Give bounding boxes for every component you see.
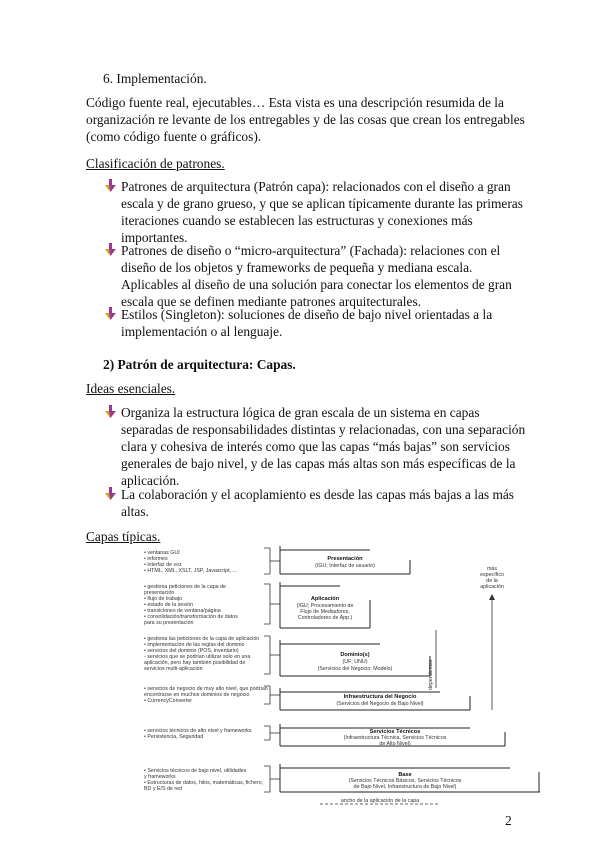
svg-text:(Servicios Técnicos Básicos, S: (Servicios Técnicos Básicos, Servicios Técnicos bbox=[348, 778, 462, 784]
svg-text:presentación: presentación bbox=[144, 590, 175, 596]
bullet-arrow-icon bbox=[103, 307, 117, 321]
note-presentacion bbox=[144, 550, 237, 574]
bullet-arrow-icon bbox=[103, 179, 117, 193]
list-item-line: Patrones de diseño o “micro-arquitectura” (Fachada): relaciones con el bbox=[121, 243, 501, 258]
list-item-line: La colaboración y el acoplamiento es desde las capas más bajas a las más bbox=[121, 487, 515, 502]
svg-text:• HTML, XML, XSLT, JSP, Javasc: • HTML, XML, XSLT, JSP, Javascript, ... bbox=[144, 568, 237, 574]
list-item-line: diseño de los objetos y frameworks de pequeña y mediana escala. bbox=[121, 260, 473, 275]
note-servicios-tecnicos bbox=[144, 728, 252, 740]
note-dominio bbox=[144, 636, 259, 672]
layer-base: Base bbox=[398, 772, 412, 778]
side-note-line: específico bbox=[480, 572, 504, 578]
note-base bbox=[144, 768, 263, 792]
layer-aplicacion: Aplicación bbox=[310, 596, 340, 602]
list-item-line: escala y de grano grueso, y que se aplican típicamente durante las primeras bbox=[121, 196, 523, 211]
svg-text:de Alto Nivel): de Alto Nivel) bbox=[379, 741, 411, 747]
svg-text:servicios multi-aplicación: servicios multi-aplicación bbox=[144, 666, 203, 672]
paragraph-line: (como código fuente o gráficos). bbox=[86, 129, 262, 144]
bottom-axis-label: ancho de la aplicación de la capa bbox=[340, 798, 420, 804]
svg-text:• implementación de las reglas: • implementación de las reglas del dominio bbox=[144, 642, 245, 648]
svg-text:BD y E/S de red: BD y E/S de red bbox=[144, 786, 182, 792]
list-item-line: Estilos (Singleton): soluciones de diseño de bajo nivel orientadas a la bbox=[121, 307, 493, 322]
layer-infraestructura-negocio: Infraestructura del Negocio bbox=[343, 694, 417, 700]
svg-text:• informes: • informes bbox=[144, 556, 168, 562]
svg-text:• servicios del dominio (POS,: • servicios del dominio (POS, inventario) bbox=[144, 648, 239, 654]
svg-text:de Bajo Nivel, Infraestructura: de Bajo Nivel, Infraestructura de Bajo Nivel) bbox=[353, 784, 457, 790]
list-item-line: Patrones de arquitectura (Patrón capa): relacionados con el diseño a gran bbox=[121, 179, 511, 194]
list-item-line: Aplicables al diseño de una solución para conectar los elementos de gran bbox=[121, 277, 512, 292]
svg-text:• servicios técnicos de alto n: • servicios técnicos de alto nivel y frameworks bbox=[144, 728, 252, 734]
list-item-line: importantes. bbox=[121, 230, 188, 245]
svg-text:(UF; UNU): (UF; UNU) bbox=[342, 659, 368, 665]
list-item-line: generales de bajo nivel, y de las capas más altas son más específicas de la bbox=[121, 456, 516, 471]
note-aplicacion bbox=[144, 584, 238, 626]
note-infraestructura bbox=[144, 686, 268, 704]
list-item-line: escala que se definen mediante patrones arquitecturales. bbox=[121, 294, 422, 309]
svg-text:(Servicios del Negocio de Bajo: (Servicios del Negocio de Bajo Nivel) bbox=[336, 701, 424, 707]
bullet-arrow-icon bbox=[103, 405, 117, 419]
layer-presentacion: Presentación bbox=[327, 556, 363, 562]
section-title-capas: 2) Patrón de arquitectura: Capas. bbox=[103, 357, 296, 372]
bullet-arrow-icon bbox=[103, 243, 117, 257]
svg-text:• Persistencia, Seguridad: • Persistencia, Seguridad bbox=[144, 734, 204, 740]
svg-text:para su presentación: para su presentación bbox=[144, 620, 194, 626]
paragraph-line: Código fuente real, ejecutables… Esta vista es una descripción resumida de la bbox=[86, 95, 504, 110]
svg-text:(Servicios del Negocio; Modelo: (Servicios del Negocio; Modelo) bbox=[317, 666, 393, 672]
section-title-capas-tipicas: Capas típicas. bbox=[86, 529, 161, 544]
svg-text:• estado de la sesión: • estado de la sesión bbox=[144, 602, 193, 608]
dependency-label: dependencia bbox=[428, 659, 434, 690]
svg-text:• consolidación/transformación: • consolidación/transformación de datos bbox=[144, 614, 238, 620]
list-item-line: altas. bbox=[121, 504, 149, 519]
section-title-ideas: Ideas esenciales. bbox=[86, 381, 176, 396]
list-item-line: iteraciones cuando se establecen las estructuras y conexiones más bbox=[121, 213, 473, 228]
svg-text:• servicios de negocio de muy: • servicios de negocio de muy alto nivel, que podrían bbox=[144, 686, 268, 692]
list-item-line: separadas de responsabilidades distintas y relacionadas, con una separación bbox=[121, 422, 526, 437]
list-item-line: Organiza la estructura lógica de gran escala de un sistema en capas bbox=[121, 405, 480, 420]
svg-text:• transiciones de ventana/pági: • transiciones de ventana/página bbox=[144, 608, 221, 614]
svg-text:(IGU; Interfaz de usuario): (IGU; Interfaz de usuario) bbox=[315, 563, 375, 569]
svg-text:Controladores de App.): Controladores de App.) bbox=[297, 615, 353, 621]
side-note-line: de la bbox=[486, 578, 498, 584]
bullet-arrow-icon bbox=[103, 487, 117, 501]
list-item-line: aplicación. bbox=[121, 473, 180, 488]
svg-text:(IGU; Procesamiento de: (IGU; Procesamiento de bbox=[296, 603, 354, 609]
side-note-line: aplicación bbox=[480, 584, 504, 590]
layer-servicios-tecnicos: Servicios Técnicos bbox=[369, 729, 421, 735]
svg-text:• Estructuras de datos, hilos,: • Estructuras de datos, hilos, matemáticas, fichero, bbox=[144, 780, 264, 786]
svg-text:• gestiona las peticiones de l: • gestiona las peticiones de la capa de aplicación bbox=[144, 636, 260, 642]
svg-text:(Infraestructura Técnica, Serv: (Infraestructura Técnica, Servicios Técnicos bbox=[343, 735, 447, 741]
svg-text:• CurrencyConverter: • CurrencyConverter bbox=[144, 698, 193, 704]
svg-text:encontrarse en muchos dominios: encontrarse en muchos dominios de negocio bbox=[144, 692, 250, 698]
svg-text:• ventanas GUI: • ventanas GUI bbox=[144, 550, 180, 556]
svg-text:• Servicios técnicos de bajo n: • Servicios técnicos de bajo nivel, utilidades bbox=[144, 768, 247, 774]
svg-text:• flujo de trabajo: • flujo de trabajo bbox=[144, 596, 183, 602]
page-number: 2 bbox=[505, 813, 512, 828]
svg-text:• interfaz de voz: • interfaz de voz bbox=[144, 562, 182, 568]
svg-text:y frameworks: y frameworks bbox=[144, 774, 176, 780]
svg-text:- servicios que se podrían uti: - servicios que se podrían utilizar solo en una bbox=[144, 654, 251, 660]
paragraph-line: organización re levante de los entregables y de las cosas que crean los entregables bbox=[86, 112, 525, 127]
side-note-line: más bbox=[486, 566, 498, 572]
list-item-line: clara y cohesiva de interés como que las capas “más bajas” son servicios bbox=[121, 439, 510, 454]
svg-text:• gestiona peticiones de la ca: • gestiona peticiones de la capa de bbox=[144, 584, 226, 590]
svg-text:Flujo de Mediadores,: Flujo de Mediadores, bbox=[300, 609, 350, 615]
layer-dominio: Dominio(s) bbox=[340, 652, 370, 658]
section-title-clasificacion: Clasificación de patrones. bbox=[86, 156, 225, 171]
layers-diagram bbox=[140, 540, 540, 830]
heading-implementacion: 6. Implementación. bbox=[103, 71, 207, 86]
list-item-line: implementación o al lenguaje. bbox=[121, 324, 283, 339]
svg-text:aplicación, pero hay también p: aplicación, pero hay también posibilidad de bbox=[144, 660, 246, 666]
